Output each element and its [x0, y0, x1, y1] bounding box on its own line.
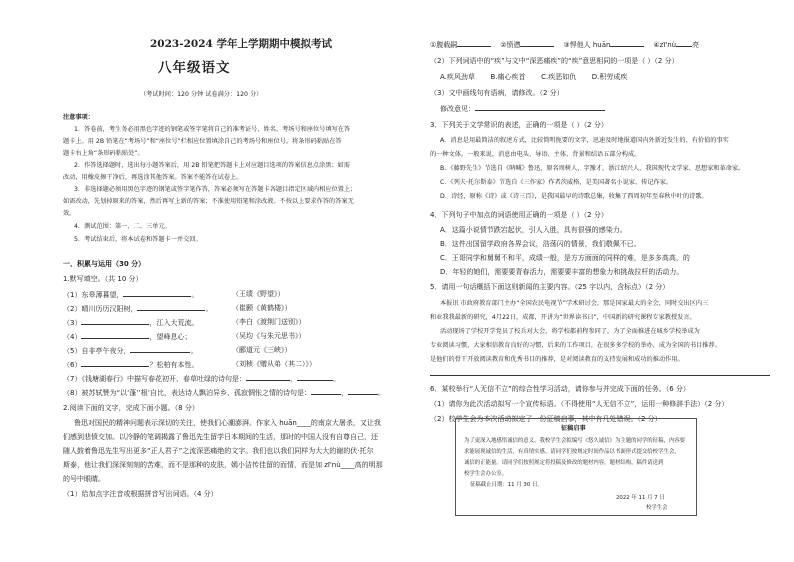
note-line: 题卡上。用 2B 铅笔在“考场号”和“座位号”栏相应位置填涂自己的考场号和座位号。将条形码粘贴在答 — [63, 138, 342, 145]
q1-source-3: （李白《渡荆门送别》） — [232, 318, 306, 326]
q1-item-8: （8）被苏轼赞为“以‘蓬’‘根’自比，表达诗人飘泊异乡、孤寂惆怅之情的诗句是： ， 。 — [63, 389, 385, 397]
notice-box — [455, 418, 697, 516]
option-line: D．年轻的她们，需要要青春活力，需要要丰富的想象力和挑战拉杆的活动力。 — [440, 268, 684, 276]
q1-source-4: （吴均《与朱元思书》） — [232, 332, 306, 340]
section1-title: 一、积累与运用（30 分） — [63, 260, 146, 268]
note-line: 题卡右上角“条形码粘贴处”。 — [63, 150, 144, 157]
q1-item-5: （5）自非亭午夜分， 。 — [63, 347, 198, 355]
note-line: 4．测试范围：第一、二、三单元。 — [74, 223, 171, 230]
news-line: 是他们的骨干开放阅读教育和优秀书目的推荐，是对阅读教育的支持发展和成功的推动作用。 — [430, 356, 684, 363]
q5-answer-line — [430, 369, 770, 379]
passage-line: 随人鼓着鲁迅先生写出更多“正人君子”之流深恶痛绝的文字。我们也以我们同样为大大的谢的伏·托尔 — [63, 447, 374, 455]
passage-line: 斯泰，他让我们深深刻刻的苦难，而不是那种的皮肤，嫣小洁传佳留的而情，而是加 zī'nù____高的明那 — [63, 461, 383, 469]
q1-source-5: （郦道元《三峡》） — [232, 346, 292, 354]
note-line: 如需改动，先划掉原来的答案，然后再写上新的答案；不准使用铅笔和涂改液。不按以上要求作答的答案无 — [63, 198, 354, 205]
r3-question: （3）文中画线句有语病，请修改。（2 分） — [430, 89, 564, 97]
notice-signature: 校学生会 — [646, 505, 668, 511]
q6-sub1: （1）请你为此次活动拟写一个宣传标语。（不得使用“人无信不立”，运用一种修辞手法）（2 分） — [430, 400, 729, 408]
notice-line: 校学生会办公室。 — [464, 471, 508, 477]
notice-date: 2022 年 11 月 7 日 — [616, 495, 665, 501]
notice-line: 为了更深入地感悟诚信的意义，我校学生会拟编写《悠久诚信》为主题的同学的征稿，内容要 — [464, 438, 686, 444]
q4-title: 4．下列句子中加点的词语使用正确的一项是（ ）（2 分） — [430, 211, 608, 219]
q6-sub2: （2）校学生会为本次活动拟定了一份征稿启事，其中有几处错误。（2 分） — [430, 415, 662, 423]
notice-line: 诚信的正能量。请同学们按照规定将投稿及修改的题材内容，题材结构，稿件请送到 — [464, 460, 664, 466]
note-line: 1．答卷前，考生务必用黑色字迹的钢笔或签字笔将自己的准考证号、姓名、考场号和座位号填写在答 — [74, 126, 351, 133]
exam-meta: （考试时间：120 分钟 试卷满分：120 分） — [140, 91, 263, 98]
q1-source-2: （崔颢《黄鹤楼》） — [232, 304, 292, 312]
r3-fill: 修改意见： — [440, 104, 605, 114]
option-line: B．这件出国留学政府各界会议，浩荡闪的情景，我们敬佩不已。 — [440, 240, 641, 248]
option-line: 的一种文体。一般来说，消息由电头、导语、主体、背景和结语五部分构成。 — [430, 151, 641, 158]
subject-title: 八年级语文 — [158, 60, 231, 76]
option-line: B．《藤野先生》节选自《呐喊》鲁迅，原名周树人，字豫才，浙江绍兴人，我国现代文学家、思想家和革命家。 — [440, 165, 745, 172]
r2-question: （2）下列词语中的“疾”与文中“深恶痛疾”的“疾”意思相同的一项是（ ）（2 分） — [430, 57, 679, 65]
option-line: C．《列夫·托尔斯泰》节选自《三作家》作者茨威格，是美国著名小说家、传记作家。 — [440, 179, 673, 186]
note-line: 改动，用橡皮擦干净后，再选涂其他答案。答案不能答在试卷上。 — [63, 174, 243, 181]
q1-source-1: （王绩《野望》） — [232, 290, 285, 298]
q1-item-6: （6） ？松柏有本性。 — [63, 361, 199, 369]
notice-line: 征稿截止日期：11 月 30 日。 — [470, 482, 543, 488]
note-line: 3．非选择题必须用黑色字迹的钢笔或签字笔作答，答案必须写在答题卡各题目指定区域内相应位置上； — [74, 186, 357, 193]
option-line: D．诗经，原称《诗》或《诗三百》，是我国最早的诗歌总集，收集了西周初年至春秋中叶的诗歌。 — [440, 193, 708, 200]
news-line: 专业阅读习惯，大家相信教育良好的习惯，后来的工作项目，在很多多学校的举办，成为全国的书目推荐。 — [430, 342, 721, 349]
news-line: 本报讯 市政府教育部门主办“全国农民电视节”学术研讨会，那是国家最大的全会，同时交出区内三 — [440, 300, 709, 307]
q3-title: 3．下列关于文学常识的表述，正确的一项是（ ）（2 分） — [430, 121, 608, 129]
option-line: A．这篇小说情节跌宕起伏，引人入胜，具有很强的感染力。 — [440, 226, 627, 234]
r1-fill-row: ①腹载嗣 ②愤懑 ③悍他人 huān ④zī'nù 亮 — [430, 41, 700, 49]
q2-sub1: （1）给加点字注音或根据拼音写出词语。（4 分） — [63, 490, 218, 498]
notes-title: 注意事项： — [63, 114, 94, 121]
q2-title: 2.阅读下面的文字，完成下面小题。（8 分） — [63, 404, 199, 412]
q1-item-4: （4） ，望峰息心； — [63, 333, 192, 341]
note-line: 2．作答选择题时，选出每小题答案后，用 2B 铅笔把答题卡上对应题目选项的答案信息点涂黑；如需 — [74, 162, 350, 169]
passage-line: 的号中眼睛。 — [63, 475, 105, 483]
news-line: 活动现场了学校开学党员了校兵对大会，将学校都前程参同了，为了全面推进在城乡学校举成为 — [440, 328, 700, 335]
q1-item-7: （7）《钱塘湖春行》中描写春花初开、春草吐绿的诗句是： ， 。 — [63, 375, 340, 383]
exam-title: 2023-2024 学年上学期期中模拟考试 — [150, 38, 332, 50]
q1-item-2: （2）晴川历历汉阳树， 。 — [63, 305, 213, 313]
q1-item-3: （3） ，江入大荒流。 — [63, 319, 199, 327]
q1-title: 1.默写填空。（共 10 分） — [63, 275, 143, 283]
note-line: 5．考试结束后，将本试卷和答题卡一并交回。 — [74, 236, 202, 243]
passage-line: 鲁迅对国民的精神问题表示深切的关注，使我们心潮澎湃。作家入 huān____的南京大屠杀，又让我 — [74, 419, 381, 427]
q6-title: 6．某校举行“人无信不立”的综合性学习活动，请你参与并完成下面的任务。（6 分） — [430, 385, 690, 393]
q1-source-6: （刘桢《赠从弟（其二）》） — [232, 360, 316, 368]
option-line: C．王哥同学和舅舅不和平，成绩一般，是方方面面的同样的难，是多多高高，的 — [440, 254, 690, 262]
q5-title: 5．请用一句话概括下面这则新闻的主要内容。（25 字以内，含标点）（2 分） — [430, 283, 670, 291]
q1-item-1: （1）东皋薄暮望， 。 — [63, 291, 199, 299]
news-line: 和业我我最新的研究，4月22日，成都，开讲为“世界读书日”，中国新的研究课程专家教授发言。 — [430, 314, 696, 321]
note-line: 效。 — [63, 210, 76, 217]
notice-line: 求能展现诚信的生活，有真情实感。请同学们按规定时间作品以书面形式提交给校学生会， — [464, 449, 680, 455]
r2-options: A.疾风劲草 B.痛心疾首 C.疾恶如仇 D.积劳成疾 — [440, 73, 628, 81]
option-line: A．消息是用最简洁的叙述方式，比较简明扼要的文字，迅速及时地报道国内外新近发生的、有价值的事实 — [440, 137, 729, 144]
notice-heading: 征稿启事 — [561, 425, 586, 432]
passage-line: 们感到悲愤交加。以冷静的笔调揭露了鲁迅先生留学日本期间的生活，那时的中国人没有自尊自己，还 — [63, 433, 378, 441]
